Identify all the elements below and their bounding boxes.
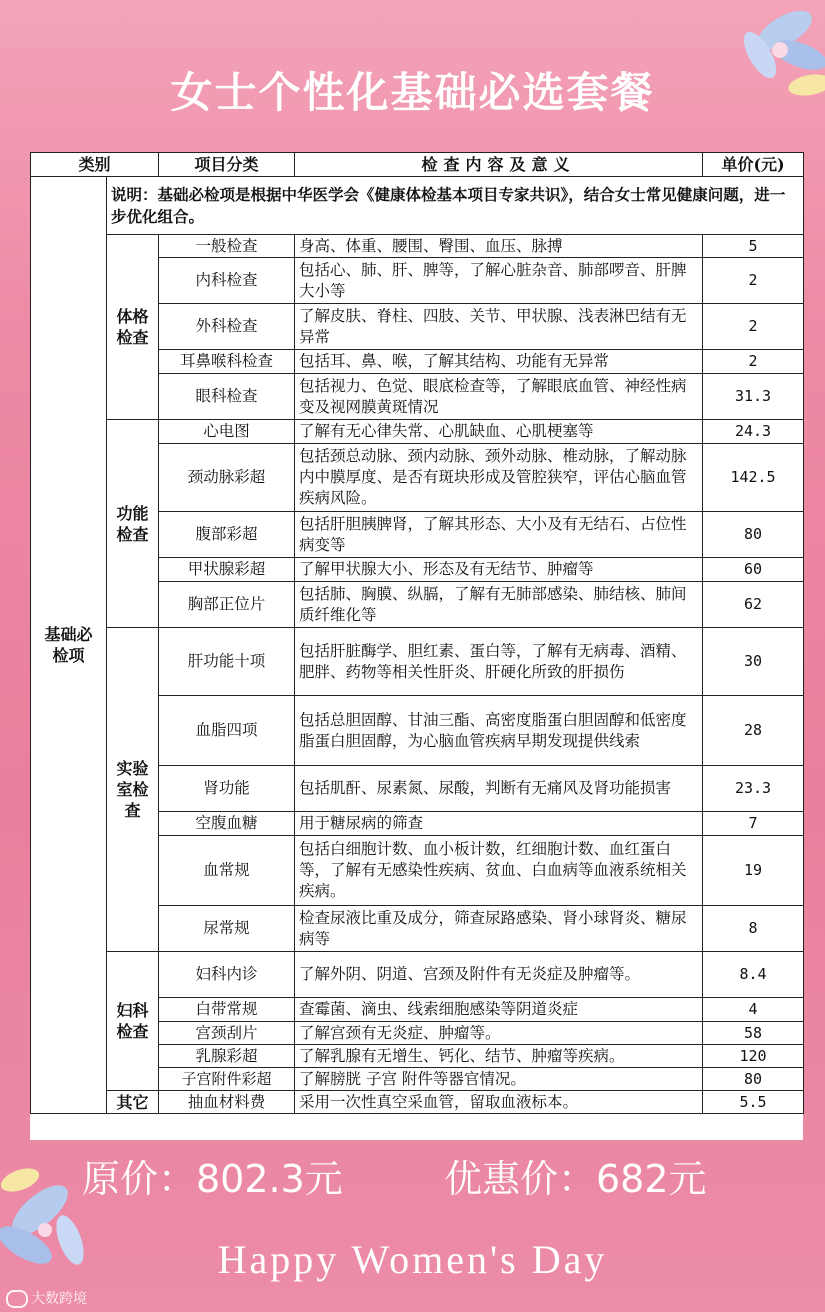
item-content: 身高、体重、腰围、臀围、血压、脉搏 xyxy=(295,235,703,258)
item-name: 血脂四项 xyxy=(159,696,295,766)
note-text: 说明：基础必检项是根据中华医学会《健康体检基本项目专家共识》，结合女士常见健康问题，进一步优化组合。 xyxy=(107,177,804,235)
category-main: 基础必检项 xyxy=(31,177,107,1114)
item-name: 抽血材料费 xyxy=(159,1091,295,1114)
package-table xyxy=(30,152,804,1114)
item-content: 包括总胆固醇、甘油三酯、高密度脂蛋白胆固醇和低密度脂蛋白胆固醇，为心脑血管疾病早期发现提供线索 xyxy=(295,696,703,766)
watermark-text: 大数跨境 xyxy=(31,1291,87,1307)
item-content: 了解甲状腺大小、形态及有无结节、肿瘤等 xyxy=(295,558,703,582)
table-row xyxy=(31,952,804,998)
item-price: 8 xyxy=(703,906,804,952)
item-price: 120 xyxy=(703,1045,804,1068)
item-price: 7 xyxy=(703,812,804,836)
original-price: 原价：802.3元 xyxy=(82,1157,343,1201)
item-content: 了解乳腺有无增生、钙化、结节、肿瘤等疾病。 xyxy=(295,1045,703,1068)
item-price: 58 xyxy=(703,1022,804,1045)
item-name: 腹部彩超 xyxy=(159,512,295,558)
item-content: 了解外阴、阴道、宫颈及附件有无炎症及肿瘤等。 xyxy=(295,952,703,998)
item-content: 包括肝胆胰脾肾，了解其形态、大小及有无结石、占位性病变等 xyxy=(295,512,703,558)
group-functional: 功能检查 xyxy=(107,420,159,628)
item-content: 包括视力、色觉、眼底检查等，了解眼底血管、神经性病变及视网膜黄斑情况 xyxy=(295,374,703,420)
item-price: 142.5 xyxy=(703,444,804,512)
watermark-logo-icon xyxy=(6,1290,28,1308)
item-name: 宫颈刮片 xyxy=(159,1022,295,1045)
item-content: 包括耳、鼻、喉，了解其结构、功能有无异常 xyxy=(295,350,703,374)
item-name: 肝功能十项 xyxy=(159,628,295,696)
item-content: 包括颈总动脉、颈内动脉、颈外动脉、椎动脉，了解动脉内中膜厚度、是否有斑块形成及管腔狭窄，评估心脑血管疾病风险。 xyxy=(295,444,703,512)
item-price: 24.3 xyxy=(703,420,804,444)
item-content: 包括心、肺、肝、脾等，了解心脏杂音、肺部啰音、肝脾大小等 xyxy=(295,258,703,304)
item-name: 内科检查 xyxy=(159,258,295,304)
item-price: 80 xyxy=(703,1068,804,1091)
watermark xyxy=(6,1288,87,1308)
item-name: 一般检查 xyxy=(159,235,295,258)
item-price: 2 xyxy=(703,304,804,350)
item-name: 白带常规 xyxy=(159,998,295,1022)
page-title: 女士个性化基础必选套餐 xyxy=(170,68,655,117)
item-name: 肾功能 xyxy=(159,766,295,812)
item-name: 心电图 xyxy=(159,420,295,444)
item-price: 28 xyxy=(703,696,804,766)
item-price: 5.5 xyxy=(703,1091,804,1114)
table-row xyxy=(31,235,804,258)
price-summary xyxy=(0,1148,825,1204)
discount-price: 优惠价：682元 xyxy=(444,1157,707,1201)
item-content: 包括白细胞计数、血小板计数，红细胞计数、血红蛋白等，了解有无感染性疾病、贫血、白血病等血液系统相关疾病。 xyxy=(295,836,703,906)
item-price: 2 xyxy=(703,258,804,304)
item-content: 采用一次性真空采血管，留取血液标本。 xyxy=(295,1091,703,1114)
item-name: 胸部正位片 xyxy=(159,582,295,628)
item-name: 乳腺彩超 xyxy=(159,1045,295,1068)
item-name: 颈动脉彩超 xyxy=(159,444,295,512)
item-content: 了解有无心律失常、心肌缺血、心肌梗塞等 xyxy=(295,420,703,444)
item-name: 尿常规 xyxy=(159,906,295,952)
header-price: 单价(元) xyxy=(703,153,804,177)
item-name: 甲状腺彩超 xyxy=(159,558,295,582)
item-price: 31.3 xyxy=(703,374,804,420)
item-name: 血常规 xyxy=(159,836,295,906)
table-row xyxy=(31,1091,804,1114)
table-row-note xyxy=(31,177,804,235)
item-price: 62 xyxy=(703,582,804,628)
table-header-row xyxy=(31,153,804,177)
package-table-sheet xyxy=(30,152,803,1140)
group-physical: 体格检查 xyxy=(107,235,159,420)
header-content: 检查内容及意义 xyxy=(295,153,703,177)
group-gyn: 妇科检查 xyxy=(107,952,159,1091)
header-category: 类别 xyxy=(31,153,159,177)
table-row xyxy=(31,628,804,696)
item-content: 了解膀胱 子宫 附件等器官情况。 xyxy=(295,1068,703,1091)
item-name: 空腹血糖 xyxy=(159,812,295,836)
table-row xyxy=(31,420,804,444)
item-content: 用于糖尿病的筛查 xyxy=(295,812,703,836)
item-price: 2 xyxy=(703,350,804,374)
item-name: 子宫附件彩超 xyxy=(159,1068,295,1091)
group-lab: 实验室检查 xyxy=(107,628,159,952)
item-content: 了解宫颈有无炎症、肿瘤等。 xyxy=(295,1022,703,1045)
item-price: 23.3 xyxy=(703,766,804,812)
item-name: 耳鼻喉科检查 xyxy=(159,350,295,374)
item-price: 19 xyxy=(703,836,804,906)
item-price: 4 xyxy=(703,998,804,1022)
item-content: 包括肝脏酶学、胆红素、蛋白等，了解有无病毒、酒精、肥胖、药物等相关性肝炎、肝硬化所致的肝损伤 xyxy=(295,628,703,696)
item-content: 包括肌酐、尿素氮、尿酸，判断有无痛风及肾功能损害 xyxy=(295,766,703,812)
item-name: 妇科内诊 xyxy=(159,952,295,998)
item-price: 80 xyxy=(703,512,804,558)
header-item: 项目分类 xyxy=(159,153,295,177)
footer-greeting: Happy Women's Day xyxy=(217,1237,608,1282)
item-content: 包括肺、胸膜、纵膈，了解有无肺部感染、肺结核、肺间质纤维化等 xyxy=(295,582,703,628)
group-other: 其它 xyxy=(107,1091,159,1114)
item-name: 外科检查 xyxy=(159,304,295,350)
item-content: 检查尿液比重及成分，筛查尿路感染、肾小球肾炎、糖尿病等 xyxy=(295,906,703,952)
item-content: 了解皮肤、脊柱、四肢、关节、甲状腺、浅表淋巴结有无异常 xyxy=(295,304,703,350)
item-price: 8.4 xyxy=(703,952,804,998)
item-price: 30 xyxy=(703,628,804,696)
item-content: 查霉菌、滴虫、线索细胞感染等阴道炎症 xyxy=(295,998,703,1022)
item-price: 5 xyxy=(703,235,804,258)
item-name: 眼科检查 xyxy=(159,374,295,420)
item-price: 60 xyxy=(703,558,804,582)
